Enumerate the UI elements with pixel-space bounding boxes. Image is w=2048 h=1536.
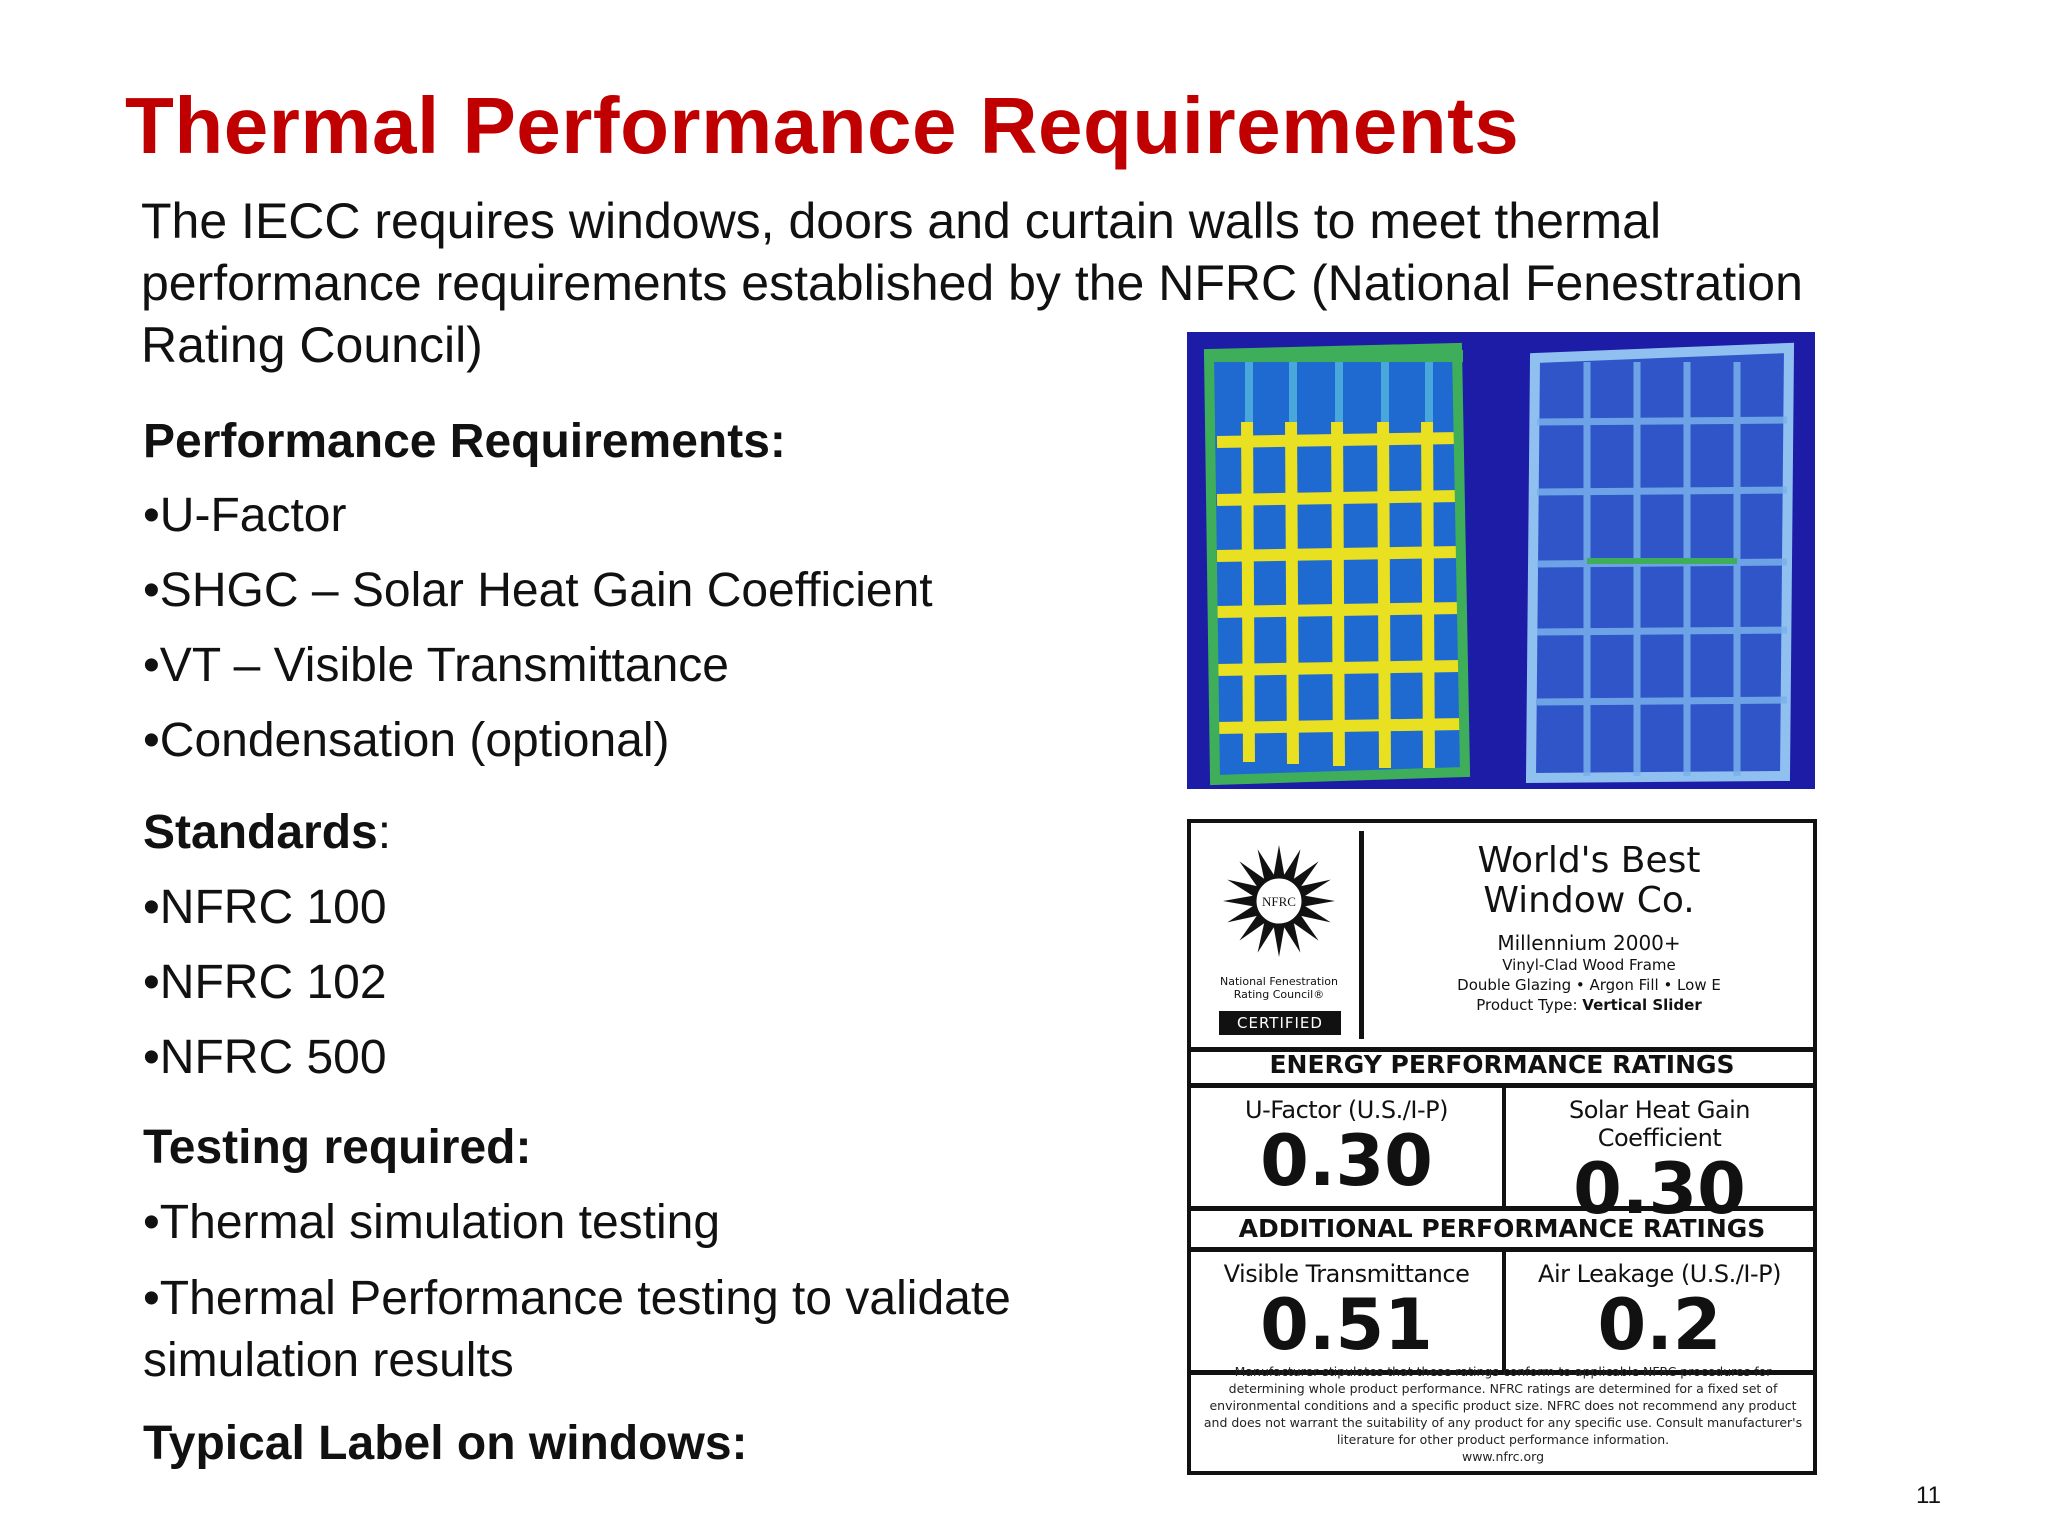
performance-section [143, 412, 1183, 472]
slide-title: Thermal Performance Requirements [125, 81, 1520, 170]
list-item: •NFRC 500 [143, 1031, 387, 1084]
performance-heading: Performance Requirements: [143, 415, 786, 468]
org-name: National Fenestration Rating Council® [1220, 975, 1338, 1001]
nfrc-sun-icon [1219, 839, 1339, 969]
u-factor-label: U-Factor (U.S./I-P) [1245, 1096, 1448, 1124]
nfrc-website: www.nfrc.org [1461, 1449, 1545, 1464]
list-item: •VT – Visible Transmittance [143, 639, 729, 692]
product-spec: Double Glazing • Argon Fill • Low E [1457, 976, 1721, 994]
label-disclaimer: Manufacturer stipulates that these ratings conform to applicable NFRC procedures for determining whole product performance. NFRC ratings are determined for a fixed set of environmental conditions and a specific product size. NFRC does not recommend any product and does not warrant the suitability of any product for any specific use. Consult manufacturer's literature for other product performance information. www.nfrc.org [1203, 1364, 1803, 1464]
label-section [143, 1414, 1183, 1474]
vt-value: 0.51 [1260, 1284, 1433, 1366]
intro-paragraph: The IECC requires windows, doors and curtain walls to meet thermal performance requirements established by the NFRC (National Fenestration Rating Council) [141, 193, 1803, 373]
shgc-cell [1502, 1088, 1813, 1230]
product-type: Product Type: Vertical Slider [1476, 996, 1702, 1014]
testing-section [143, 1118, 1183, 1178]
list-item: •U-Factor [143, 489, 347, 542]
thermal-image [1187, 332, 1815, 789]
additional-ratings-heading: ADDITIONAL PERFORMANCE RATINGS [1191, 1211, 1813, 1252]
air-leakage-cell [1502, 1252, 1813, 1370]
label-header [1191, 823, 1813, 1052]
list-item: •SHGC – Solar Heat Gain Coefficient [143, 564, 933, 617]
nfrc-label [1187, 819, 1817, 1475]
product-spec: Vinyl-Clad Wood Frame [1502, 956, 1676, 974]
nfrc-logo [1199, 831, 1364, 1039]
additional-ratings-row [1191, 1252, 1813, 1375]
energy-ratings-heading: ENERGY PERFORMANCE RATINGS [1191, 1047, 1813, 1088]
page-number: 11 [1916, 1482, 1941, 1509]
list-item: •Condensation (optional) [143, 714, 670, 767]
testing-list [143, 1193, 1153, 1392]
list-item: •Thermal simulation testing [143, 1196, 721, 1249]
company-name-line1: World's Best [1477, 840, 1701, 881]
list-item: •NFRC 102 [143, 956, 387, 1009]
product-name: Millennium 2000+ [1497, 931, 1681, 955]
nfrc-logo-text: NFRC [1262, 894, 1296, 909]
company-info [1369, 841, 1809, 1015]
vt-label: Visible Transmittance [1223, 1260, 1470, 1288]
list-item: •NFRC 100 [143, 881, 387, 934]
label-heading: Typical Label on windows: [143, 1417, 748, 1470]
standards-section [143, 803, 1183, 863]
testing-heading: Testing required: [143, 1121, 532, 1174]
company-name-line2: Window Co. [1483, 880, 1695, 921]
shgc-value: 0.30 [1573, 1148, 1746, 1230]
standards-heading: Standards: [143, 806, 392, 859]
list-item: •Thermal Performance testing to validate simulation results [143, 1272, 1011, 1387]
vt-cell [1191, 1252, 1502, 1370]
u-factor-value: 0.30 [1260, 1120, 1433, 1202]
certified-badge: CERTIFIED [1219, 1011, 1341, 1035]
performance-list [143, 486, 1183, 786]
air-leakage-label: Air Leakage (U.S./I-P) [1538, 1260, 1781, 1288]
u-factor-cell [1191, 1088, 1502, 1206]
standards-list [143, 878, 1183, 1103]
air-leakage-value: 0.2 [1597, 1284, 1722, 1366]
shgc-label: Solar Heat Gain Coefficient [1568, 1096, 1751, 1152]
